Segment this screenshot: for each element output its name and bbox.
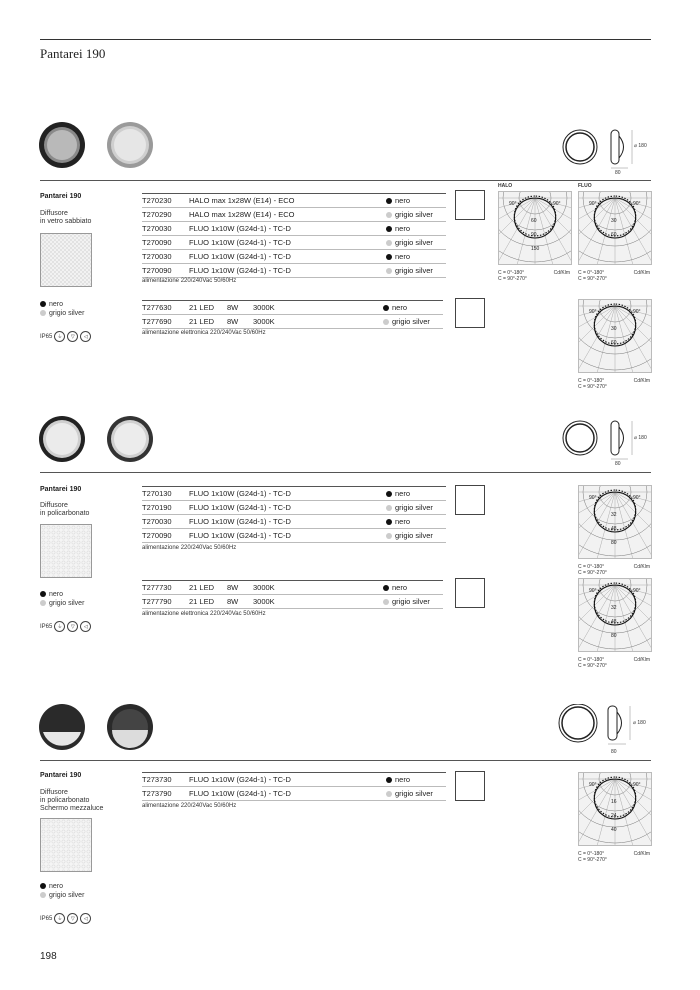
black-dot-icon (386, 198, 392, 204)
lamp-desc: FLUO 1x10W (G24d-1) - TC-D (189, 487, 386, 501)
codes-table-1 (142, 486, 446, 543)
grey-dot-icon (40, 600, 46, 606)
black-dot-icon (40, 883, 46, 889)
dimension-drawing (556, 704, 652, 754)
finish-cell: grigio silver (386, 787, 446, 801)
product-photos (38, 702, 158, 754)
finish-cell: nero (386, 194, 446, 208)
table-row (142, 595, 443, 609)
intensity-value: 30 (611, 326, 617, 332)
power-note-electronic: alimentazione elettronica 220/240Vac 50/60Hz (142, 611, 266, 617)
section-title: Pantarei 190 (40, 772, 82, 779)
table-row (142, 250, 446, 264)
section-desc: Diffusore in policarbonato (40, 502, 90, 517)
finish-cell: grigio silver (386, 501, 446, 515)
section-rule (40, 760, 651, 761)
finish-cell: nero (386, 222, 446, 236)
intensity-value: 90 (531, 232, 537, 238)
polar-plot (498, 191, 572, 265)
black-dot-icon (386, 491, 392, 497)
diffuser-swatch (40, 233, 92, 287)
ce-mark-icon: ◁ (80, 621, 91, 632)
table-row (142, 208, 446, 222)
black-dot-icon (383, 585, 389, 591)
power-note: alimentazione 220/240Vac 50/60Hz (142, 278, 237, 284)
black-dot-icon (40, 591, 46, 597)
diagram-heading: FLUO (578, 183, 592, 189)
intensity-value: 32 (611, 512, 617, 518)
table-row (142, 222, 446, 236)
lamp-desc: FLUO 1x10W (G24d-1) - TC-D (189, 515, 386, 529)
section-desc: Diffusore in vetro sabbiato (40, 210, 92, 225)
finish-legend: nero grigio silver (40, 590, 84, 608)
diagram-caption: C = 0°-180° Cd/Klm C = 90°-270° (578, 564, 650, 576)
angle-label: 90° (553, 201, 561, 207)
color-temp: 3000K (253, 595, 383, 609)
angle-label: 90° (589, 782, 597, 788)
intensity-value: 30 (611, 218, 617, 224)
lamp-desc: FLUO 1x10W (G24d-1) - TC-D (189, 787, 386, 801)
section-rule (40, 472, 651, 473)
class-ii-icon: ⏚ (54, 621, 65, 632)
polar-diagram (578, 764, 652, 863)
product-code: T270190 (142, 501, 189, 515)
diagram-caption: C = 0°-180° Cd/Klm C = 90°-270° (578, 657, 650, 669)
grey-dot-icon (386, 268, 392, 274)
grey-dot-icon (386, 505, 392, 511)
polar-plot (578, 578, 652, 652)
diffuser-swatch (40, 524, 92, 578)
dimension-drawing (562, 128, 652, 178)
section-rule (40, 180, 651, 181)
symbol-box (455, 190, 485, 220)
finish-cell: nero (386, 515, 446, 529)
product-code: T273730 (142, 773, 189, 787)
intensity-value: 80 (611, 633, 617, 639)
grey-dot-icon (386, 240, 392, 246)
symbol-box (455, 485, 485, 515)
finish-cell: nero (386, 250, 446, 264)
finish-cell: grigio silver (383, 595, 443, 609)
table-row (142, 301, 443, 315)
f-mark-icon: ▽ (67, 331, 78, 342)
grey-dot-icon (386, 533, 392, 539)
finish-cell: nero (383, 581, 443, 595)
f-mark-icon: ▽ (67, 621, 78, 632)
black-dot-icon (386, 777, 392, 783)
grey-dot-icon (40, 892, 46, 898)
dim-depth: 80 (615, 461, 621, 467)
angle-label: 90° (589, 201, 597, 207)
symbol-box (455, 578, 485, 608)
grey-dot-icon (386, 791, 392, 797)
product-code: T270090 (142, 236, 189, 250)
diagram-caption: C = 0°-180° Cd/Klm C = 90°-270° (578, 851, 650, 863)
power-note: alimentazione 220/240Vac 50/60Hz (142, 803, 237, 809)
power-note-electronic: alimentazione elettronica 220/240Vac 50/60Hz (142, 330, 266, 336)
table-row (142, 315, 443, 329)
diagram-caption: C = 0°-180° Cd/Klm C = 90°-270° (578, 378, 650, 390)
polar-diagram (578, 570, 652, 669)
finish-legend: nero grigio silver (40, 882, 84, 900)
table-row (142, 501, 446, 515)
diagram-heading: HALO (498, 183, 513, 189)
intensity-value: 60 (611, 340, 617, 346)
f-mark-icon: ▽ (67, 913, 78, 924)
polar-plot (578, 191, 652, 265)
product-code: T270030 (142, 515, 189, 529)
intensity-value: 40 (611, 827, 617, 833)
class-ii-icon: ⏚ (54, 913, 65, 924)
angle-label: 90° (633, 201, 641, 207)
dim-diameter: ⌀ 180 (633, 720, 646, 726)
intensity-value: 48 (611, 526, 617, 532)
lamp-desc: FLUO 1x10W (G24d-1) - TC-D (189, 222, 386, 236)
wattage: 8W (227, 301, 253, 315)
table-row (142, 529, 446, 543)
product-code: T277730 (142, 581, 189, 595)
intensity-value: 60 (531, 218, 537, 224)
ce-mark-icon: ◁ (80, 913, 91, 924)
dimension-drawing (562, 419, 652, 469)
table-row (142, 787, 446, 801)
intensity-value: 48 (611, 619, 617, 625)
page-title: Pantarei 190 (40, 46, 106, 61)
angle-label: 90° (633, 588, 641, 594)
product-code: T273790 (142, 787, 189, 801)
lamp-desc: HALO max 1x28W (E14) - ECO (189, 194, 386, 208)
codes-table-2 (142, 580, 443, 609)
angle-label: 90° (589, 495, 597, 501)
lamp-desc: FLUO 1x10W (G24d-1) - TC-D (189, 264, 386, 278)
finish-cell: grigio silver (383, 315, 443, 329)
finish-cell: nero (383, 301, 443, 315)
polar-plot (578, 772, 652, 846)
color-temp: 3000K (253, 315, 383, 329)
codes-table-2 (142, 300, 443, 329)
lamp-desc: HALO max 1x28W (E14) - ECO (189, 208, 386, 222)
finish-legend: nero grigio silver (40, 300, 84, 318)
intensity-value: 150 (531, 246, 540, 252)
led-count: 21 LED (189, 301, 227, 315)
product-code: T270030 (142, 222, 189, 236)
product-code: T270290 (142, 208, 189, 222)
table-row (142, 236, 446, 250)
certification-badges: IP65 ⏚ ▽ ◁ (40, 331, 91, 342)
product-photos (38, 414, 158, 466)
polar-diagram (578, 291, 652, 390)
wattage: 8W (227, 315, 253, 329)
dim-diameter: ⌀ 180 (634, 435, 647, 441)
angle-label: 90° (633, 309, 641, 315)
symbol-box (455, 771, 485, 801)
finish-cell: grigio silver (386, 208, 446, 222)
intensity-value: 24 (611, 813, 617, 819)
polar-diagram (578, 183, 652, 282)
section-title: Pantarei 190 (40, 193, 82, 200)
diagram-caption: C = 0°-180° Cd/Klm C = 90°-270° (498, 270, 570, 282)
class-ii-icon: ⏚ (54, 331, 65, 342)
polar-diagram (578, 477, 652, 576)
led-count: 21 LED (189, 595, 227, 609)
angle-label: 90° (589, 588, 597, 594)
product-code: T277690 (142, 315, 189, 329)
product-photos (38, 120, 158, 172)
black-dot-icon (383, 305, 389, 311)
table-row (142, 194, 446, 208)
polar-diagram (498, 183, 572, 282)
product-code: T270130 (142, 487, 189, 501)
lamp-desc: FLUO 1x10W (G24d-1) - TC-D (189, 236, 386, 250)
intensity-value: 16 (611, 799, 617, 805)
symbol-box (455, 298, 485, 328)
angle-label: 90° (633, 495, 641, 501)
product-code: T277790 (142, 595, 189, 609)
lamp-desc: FLUO 1x10W (G24d-1) - TC-D (189, 250, 386, 264)
finish-cell: grigio silver (386, 529, 446, 543)
product-code: T270230 (142, 194, 189, 208)
black-dot-icon (386, 226, 392, 232)
top-rule (40, 39, 651, 40)
grey-dot-icon (383, 319, 389, 325)
dim-depth: 80 (611, 749, 617, 755)
grey-dot-icon (386, 212, 392, 218)
section-desc: Diffusore in policarbonato Schermo mezzaluce (40, 789, 104, 812)
wattage: 8W (227, 581, 253, 595)
page-number: 198 (40, 951, 57, 962)
finish-cell: nero (386, 773, 446, 787)
product-code: T270090 (142, 264, 189, 278)
wattage: 8W (227, 595, 253, 609)
section-title: Pantarei 190 (40, 486, 82, 493)
lamp-desc: FLUO 1x10W (G24d-1) - TC-D (189, 529, 386, 543)
finish-cell: grigio silver (386, 264, 446, 278)
color-temp: 3000K (253, 581, 383, 595)
finish-cell: grigio silver (386, 236, 446, 250)
grey-dot-icon (383, 599, 389, 605)
led-count: 21 LED (189, 581, 227, 595)
angle-label: 90° (509, 201, 517, 207)
codes-table-1 (142, 772, 446, 801)
table-row (142, 773, 446, 787)
diagram-caption: C = 0°-180° Cd/Klm C = 90°-270° (578, 270, 650, 282)
intensity-value: 80 (611, 540, 617, 546)
ce-mark-icon: ◁ (80, 331, 91, 342)
codes-table-1 (142, 193, 446, 278)
product-code: T270030 (142, 250, 189, 264)
table-row (142, 581, 443, 595)
led-count: 21 LED (189, 315, 227, 329)
angle-label: 90° (633, 782, 641, 788)
grey-dot-icon (40, 310, 46, 316)
diffuser-swatch (40, 818, 92, 872)
power-note: alimentazione 220/240Vac 50/60Hz (142, 545, 237, 551)
black-dot-icon (386, 519, 392, 525)
lamp-desc: FLUO 1x10W (G24d-1) - TC-D (189, 501, 386, 515)
color-temp: 3000K (253, 301, 383, 315)
intensity-value: 60 (611, 232, 617, 238)
dim-diameter: ⌀ 180 (634, 143, 647, 149)
certification-badges: IP65 ⏚ ▽ ◁ (40, 621, 91, 632)
polar-plot (578, 299, 652, 373)
table-row (142, 487, 446, 501)
lamp-desc: FLUO 1x10W (G24d-1) - TC-D (189, 773, 386, 787)
table-row (142, 515, 446, 529)
table-row (142, 264, 446, 278)
polar-plot (578, 485, 652, 559)
certification-badges: IP65 ⏚ ▽ ◁ (40, 913, 91, 924)
angle-label: 90° (589, 309, 597, 315)
intensity-value: 32 (611, 605, 617, 611)
product-code: T277630 (142, 301, 189, 315)
black-dot-icon (386, 254, 392, 260)
finish-cell: nero (386, 487, 446, 501)
dim-depth: 80 (615, 170, 621, 176)
black-dot-icon (40, 301, 46, 307)
product-code: T270090 (142, 529, 189, 543)
